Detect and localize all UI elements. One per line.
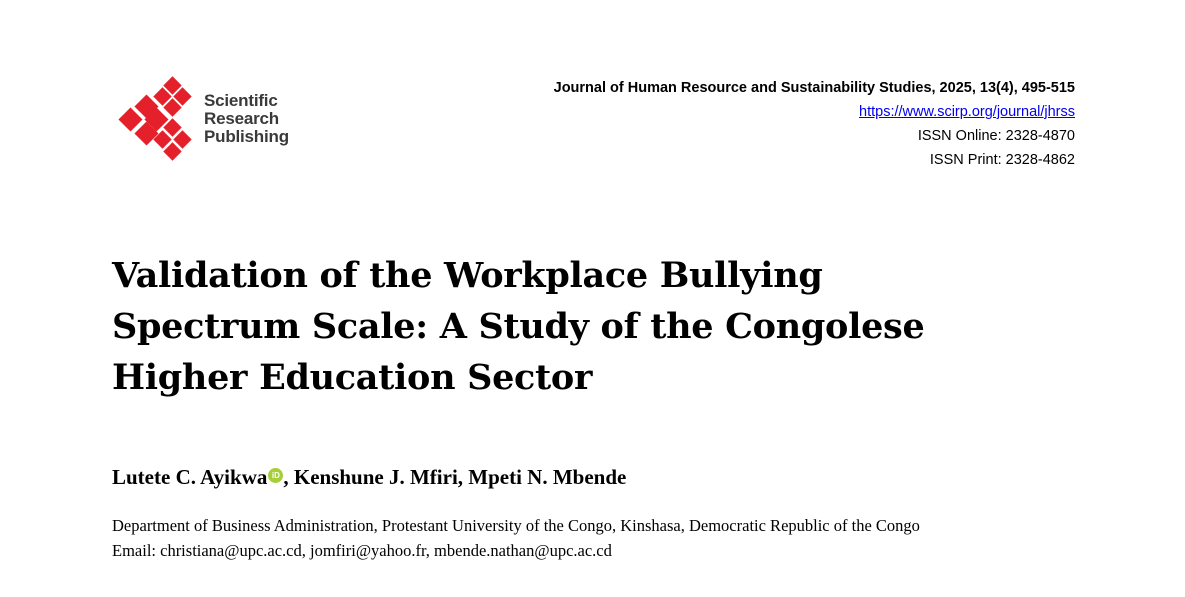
affiliation: Department of Business Administration, Protestant University of the Congo, Kinshasa, Democratic Republic of the Congo bbox=[112, 516, 920, 535]
orcid-icon[interactable]: iD bbox=[268, 468, 283, 483]
article-title bbox=[112, 250, 1012, 403]
email-line: Email: christiana@upc.ac.cd, jomfiri@yahoo.fr, mbende.nathan@upc.ac.cd bbox=[112, 540, 612, 560]
publisher-logo bbox=[116, 74, 306, 166]
diamond-grid-logo-icon bbox=[116, 74, 196, 166]
publisher-name bbox=[204, 92, 289, 146]
issn-print: ISSN Print: 2328-4862 bbox=[929, 152, 1075, 168]
author-first: Lutete C. Ayikwa bbox=[112, 465, 268, 489]
journal-url-link[interactable]: https://www.scirp.org/journal/jhrss bbox=[859, 104, 1075, 120]
publisher-name-line-1: Scientific bbox=[204, 91, 278, 110]
title-line-3: Higher Education Sector bbox=[112, 357, 593, 398]
title-line-1: Validation of the Workplace Bullying bbox=[112, 255, 823, 296]
author-rest: , Kenshune J. Mfiri, Mpeti N. Mbende bbox=[283, 465, 627, 489]
publisher-name-line-3: Publishing bbox=[204, 127, 289, 146]
journal-info bbox=[554, 76, 1075, 172]
title-line-2: Spectrum Scale: A Study of the Congolese bbox=[112, 306, 925, 347]
author-list bbox=[112, 463, 626, 491]
journal-citation: Journal of Human Resource and Sustainability Studies, 2025, 13(4), 495-515 bbox=[553, 80, 1075, 96]
publisher-name-line-2: Research bbox=[204, 109, 279, 128]
affiliation-block bbox=[112, 514, 920, 563]
issn-online: ISSN Online: 2328-4870 bbox=[917, 128, 1075, 144]
